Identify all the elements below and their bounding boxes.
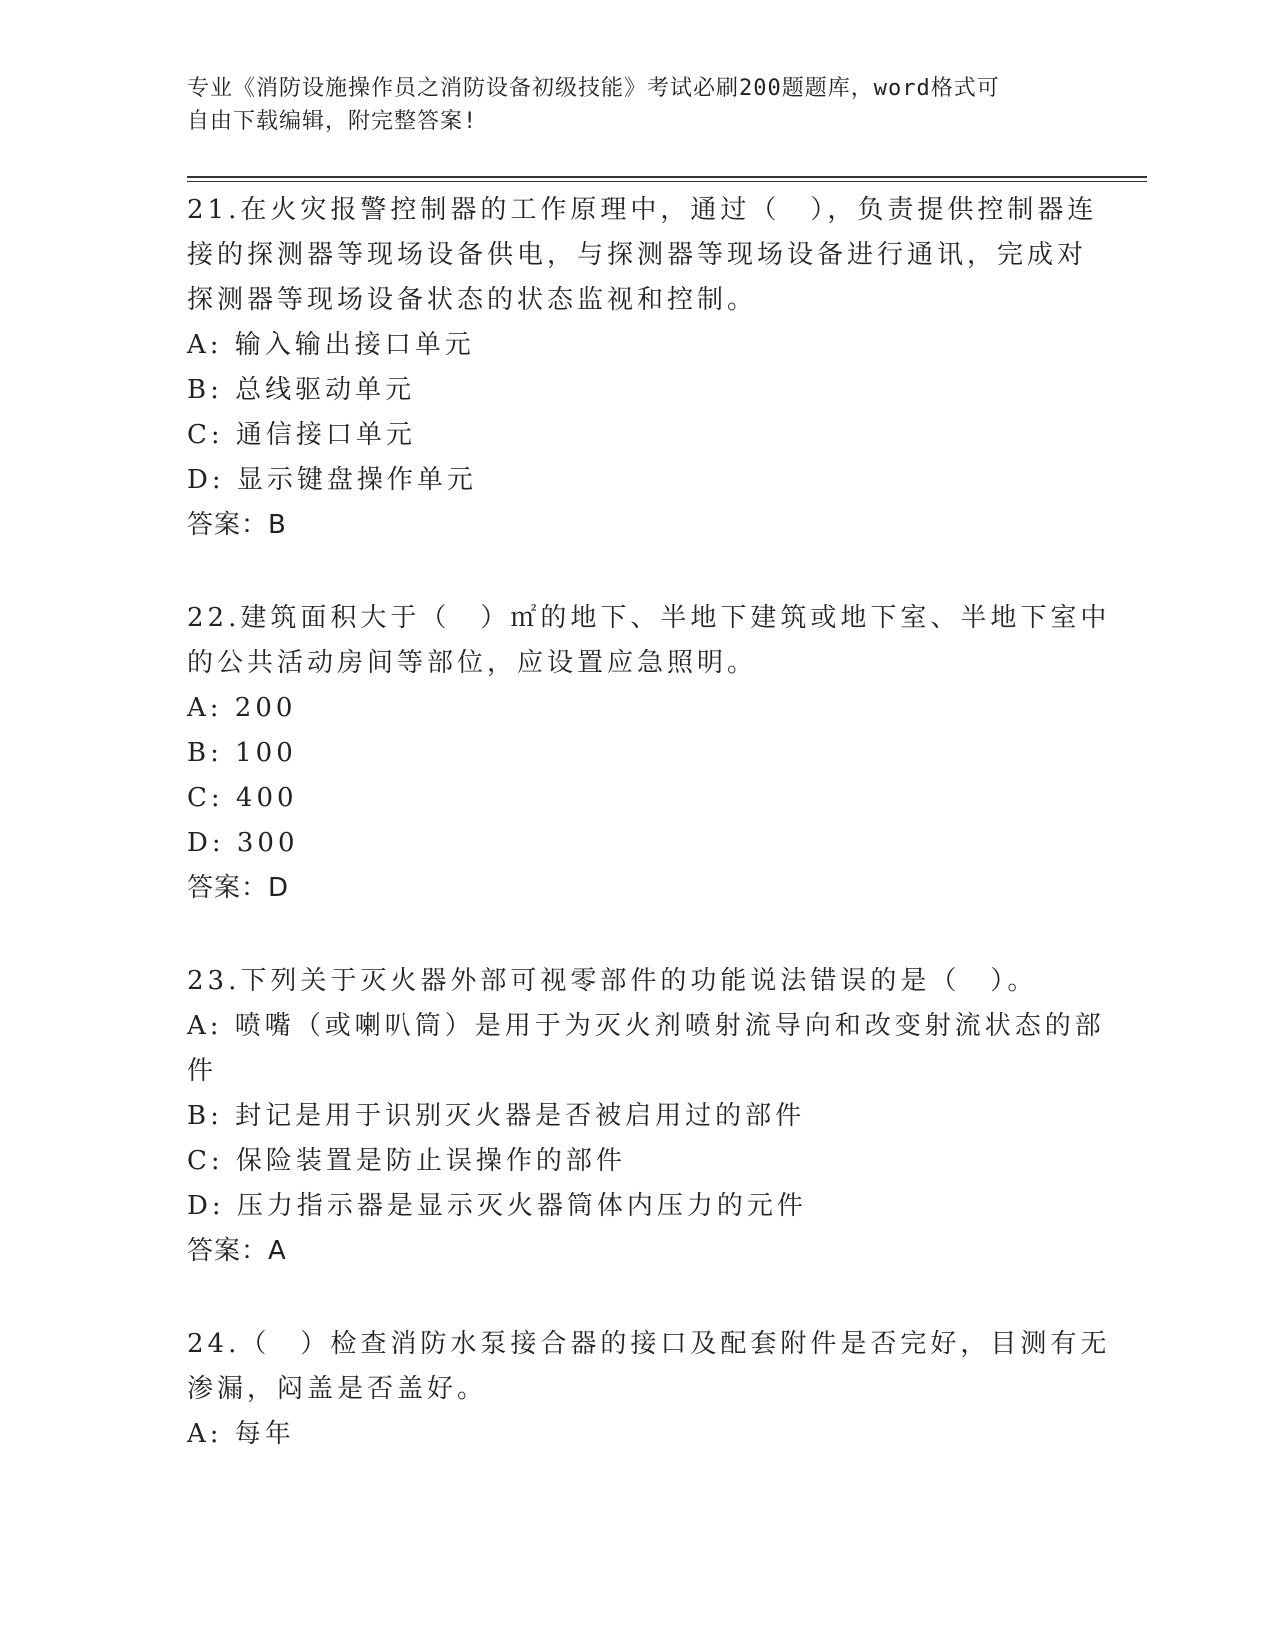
option-a: A: 每年 xyxy=(187,1419,295,1449)
question-list xyxy=(187,188,1111,1457)
header-line-2: 自由下载编辑，附完整答案! xyxy=(187,109,478,134)
question-21 xyxy=(187,188,1098,548)
question-spacer xyxy=(187,1274,1077,1322)
option-b: B: 封记是用于识别灭火器是否被启用过的部件 xyxy=(187,1101,806,1131)
question-23 xyxy=(187,959,1105,1274)
header-divider-bottom xyxy=(187,181,1147,182)
header-divider-top xyxy=(187,176,1147,178)
question-text-line: 24.（ ）检查消防水泵接合器的接口及配套附件是否完好，目测有无 xyxy=(187,1329,1111,1359)
option-d: D: 显示键盘操作单元 xyxy=(187,465,477,495)
header-line-1: 专业《消防设施操作员之消防设备初级技能》考试必刷200题题库，word格式可 xyxy=(187,76,1000,101)
question-text-line: 的公共活动房间等部位，应设置应急照明。 xyxy=(187,648,758,678)
question-text-line: 22.建筑面积大于（ ）㎡的地下、半地下建筑或地下室、半地下室中 xyxy=(187,603,1111,633)
question-text-line: 21.在火灾报警控制器的工作原理中，通过（ ），负责提供控制器连 xyxy=(187,195,1098,225)
answer-label: 答案：A xyxy=(187,1236,287,1266)
option-a: A: 200 xyxy=(187,693,297,723)
question-text-line: 探测器等现场设备状态的状态监视和控制。 xyxy=(187,285,758,315)
document-header xyxy=(187,72,1067,138)
question-22 xyxy=(187,596,1111,911)
option-a: A: 喷嘴（或喇叭筒）是用于为灭火剂喷射流导向和改变射流状态的部 xyxy=(187,1011,1105,1041)
option-b: B: 100 xyxy=(187,738,297,768)
option-c: C: 保险装置是防止误操作的部件 xyxy=(187,1146,626,1176)
question-text-line: 渗漏，闷盖是否盖好。 xyxy=(187,1374,488,1404)
option-b: B: 总线驱动单元 xyxy=(187,375,416,405)
option-c: C: 通信接口单元 xyxy=(187,420,416,450)
option-a-continued: 件 xyxy=(187,1056,218,1086)
question-spacer xyxy=(187,548,1077,596)
option-c: C: 400 xyxy=(187,783,298,813)
answer-label: 答案：D xyxy=(187,873,290,903)
question-spacer xyxy=(187,911,1077,959)
option-d: D: 压力指示器是显示灭火器筒体内压力的元件 xyxy=(187,1191,807,1221)
question-text-line: 接的探测器等现场设备供电，与探测器等现场设备进行通讯，完成对 xyxy=(187,240,1088,270)
option-d: D: 300 xyxy=(187,828,299,858)
option-a: A: 输入输出接口单元 xyxy=(187,330,475,360)
answer-label: 答案：B xyxy=(187,510,287,540)
question-text-line: 23.下列关于灭火器外部可视零部件的功能说法错误的是（ ）。 xyxy=(187,966,1038,996)
question-24 xyxy=(187,1322,1111,1457)
